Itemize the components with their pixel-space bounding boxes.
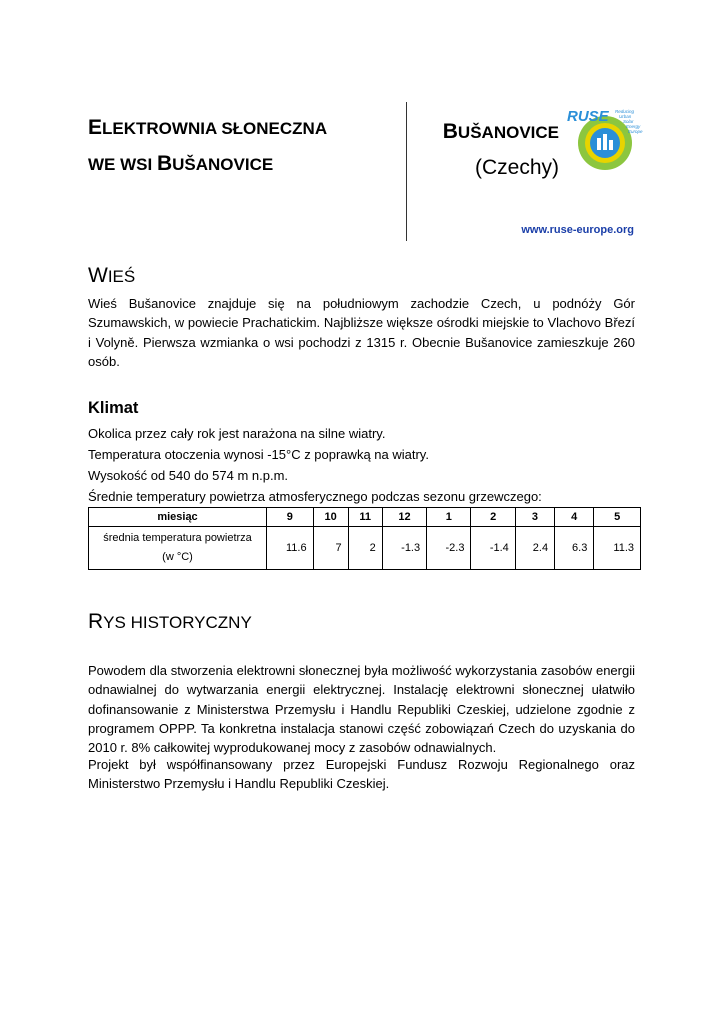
svg-text:Urban: Urban	[619, 114, 632, 119]
table-cell: 11.3	[594, 527, 641, 570]
climate-heading: Klimat	[88, 399, 139, 417]
table-header-label: miesiąc	[89, 508, 267, 527]
climate-line-3: Wysokość od 540 do 574 m n.p.m.	[88, 468, 289, 483]
title-line-2: WE WSI BUŠANOVICE	[88, 152, 274, 175]
table-header-cell: 1	[427, 508, 471, 527]
svg-text:Energy: Energy	[626, 124, 641, 129]
table-cell: 7	[313, 527, 348, 570]
ruse-logo	[565, 105, 645, 173]
svg-text:Solar: Solar	[623, 119, 634, 124]
location-title: BUŠANOVICE	[442, 120, 559, 143]
table-header-cell: 2	[471, 508, 515, 527]
svg-text:Reducing: Reducing	[615, 109, 635, 114]
table-cell: -2.3	[427, 527, 471, 570]
history-paragraph-2: Projekt był współfinansowany przez Europejski Fundusz Rozwoju Regionalnego oraz Ministerstwo Przemysłu i Handlu Republiki Czeskiej.	[88, 757, 635, 792]
climate-line-1: Okolica przez cały rok jest narażona na silne wiatry.	[88, 426, 386, 441]
table-header-cell: 4	[555, 508, 594, 527]
table-row-label: średnia temperatura powietrza (w °C)	[89, 527, 267, 570]
table-cell: 2.4	[515, 527, 554, 570]
section-heading-village: WIEŚ	[88, 264, 136, 287]
climate-line-4: Średnie temperatury powietrza atmosferycznego podczas sezonu grzewczego:	[88, 489, 542, 504]
document-title	[88, 110, 398, 182]
table-cell: -1.4	[471, 527, 515, 570]
section-heading-history: RYS HISTORYCZNY	[88, 610, 252, 633]
logo-wordmark: RUSE	[567, 108, 609, 125]
table-header-cell: 11	[348, 508, 382, 527]
table-cell: 6.3	[555, 527, 594, 570]
header-divider	[406, 102, 407, 241]
village-paragraph: Wieś Bušanovice znajduje się na południowym zachodzie Czech, u podnóży Gór Szumawskich, w powiecie Prachatickim. Najbliższe większe ośrodki miejskie to Vlachovo Březí i Volyně. Pierwsza wzmianka o wsi pochodzi z 1315 r. Obecnie Bušanovice zamieszkuje 260 osób.	[88, 296, 635, 369]
country-label: (Czechy)	[474, 156, 559, 179]
svg-text:Europe: Europe	[628, 129, 643, 134]
table-header-cell: 10	[313, 508, 348, 527]
table-header-cell: 5	[594, 508, 641, 527]
table-row	[89, 527, 641, 570]
title-line-1: ELEKTROWNIA SŁONECZNA	[88, 116, 328, 139]
climate-line-2: Temperatura otoczenia wynosi -15°C z poprawką na wiatry.	[88, 447, 429, 462]
temperature-table	[88, 507, 641, 570]
website-link[interactable]: www.ruse-europe.org	[521, 224, 634, 236]
table-header-cell: 9	[267, 508, 314, 527]
table-header-cell: 12	[382, 508, 426, 527]
table-cell: 11.6	[267, 527, 314, 570]
table-cell: -1.3	[382, 527, 426, 570]
table-header-cell: 3	[515, 508, 554, 527]
table-header-row	[89, 508, 641, 527]
table-cell: 2	[348, 527, 382, 570]
history-paragraph-1: Powodem dla stworzenia elektrowni słonecznej była możliwość wykorzystania zasobów energii odnawialnej do wytwarzania energii elektrycznej. Instalację elektrowni słonecznej ułatwiło dofinansowanie z Ministerstwa Przemysłu i Handlu Republiki Czeskiej, udzielone zgodnie z programem OPPP. Ta konkretna instalacja stanowi część zobowiązań Czech do uzyskania do 2010 r. 8% całkowitej wyprodukowanej mocy z zasobów odnawialnych.	[88, 663, 635, 756]
